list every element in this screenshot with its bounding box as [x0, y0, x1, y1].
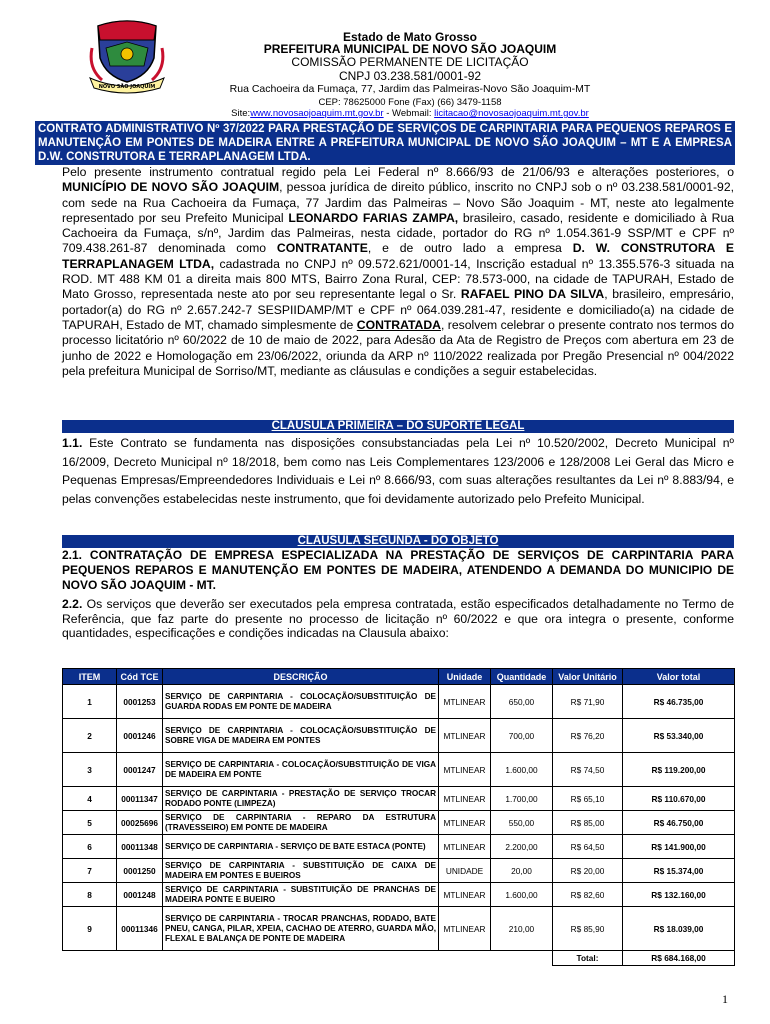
table-row [63, 859, 735, 883]
table-header-row [63, 669, 735, 685]
col-header-unit-price: Valor Unitário [553, 669, 623, 685]
cell-unit: MTLINEAR [439, 719, 491, 753]
table-row [63, 907, 735, 951]
page-number: 1 [722, 992, 728, 1006]
clause-one-paragraph [62, 434, 734, 508]
webmail-label: - Webmail: [383, 108, 435, 119]
cell-unit-price: R$ 64,50 [553, 835, 623, 859]
col-header-cod: Cód TCE [117, 669, 163, 685]
table-row [63, 811, 735, 835]
services-table [62, 668, 735, 966]
cell-description: SERVIÇO DE CARPINTARIA - COLOCAÇÃO/SUBSTITUIÇÃO DE GUARDA RODAS EM PONTE DE MADEIRA [163, 685, 439, 719]
clause-one-number: 1.1. [62, 436, 83, 450]
cell-total: R$ 46.750,00 [623, 811, 735, 835]
cell-unit: MTLINEAR [439, 883, 491, 907]
cell-item: 8 [63, 883, 117, 907]
intro-text-3: brasileiro, casado, residente e domiciliado à Rua Cachoeira da Fumaça, s/nº, Jardim das Palmeiras, nesta cidade, portador do RG nº 1.054.361-9 SSP/MT e CPF nº 709.438.261-87 denominada como [62, 210, 734, 256]
header-prefeitura: PREFEITURA MUNICIPAL DE NOVO SÃO JOAQUIM [263, 42, 557, 56]
cell-unit: MTLINEAR [439, 835, 491, 859]
header-address: Rua Cachoeira da Fumaça, 77, Jardim das Palmeiras-Novo São Joaquim-MT [229, 83, 591, 95]
cell-description: SERVIÇO DE CARPINTARIA - PRESTAÇÃO DE SERVIÇO TROCAR RODADO PONTE (LIMPEZA) [163, 787, 439, 811]
representative-name: RAFAEL PINO DA SILVA [460, 287, 605, 302]
cell-quantity: 20,00 [491, 859, 553, 883]
cell-unit-price: R$ 85,00 [553, 811, 623, 835]
clause-two-object: 2.1. CONTRATAÇÃO DE EMPRESA ESPECIALIZADA NA PRESTAÇÃO DE SERVIÇOS DE CARPINTARIA PARA PEQUENOS REPAROS E MANUTENÇÃO EM PONTES DE MADEIRA, ATENDENDO A DEMANDA DO MUNICIPIO DE NOVO SÃO JOAQUIM - MT. [62, 548, 734, 592]
cell-unit-price: R$ 71,90 [553, 685, 623, 719]
cell-cod: 0001247 [117, 753, 163, 787]
cell-cod: 0001246 [117, 719, 163, 753]
intro-text-6: , brasileiro, empresário, portador(a) do RG nº 2.657.242-7 SESPIIDAMP/MT e CPF nº 064.039.281-47, residente e domiciliado(a) na cidade de TAPURAH, Estado de MT, chamado simplesmente de [62, 287, 734, 332]
cell-quantity: 1.600,00 [491, 753, 553, 787]
cell-unit: MTLINEAR [439, 907, 491, 951]
cell-total: R$ 18.039,00 [623, 907, 735, 951]
cell-item: 7 [63, 859, 117, 883]
cell-item: 4 [63, 787, 117, 811]
clause-two-title: CLÁUSULA SEGUNDA - DO OBJETO [62, 535, 734, 548]
cell-quantity: 700,00 [491, 719, 553, 753]
header-commission: COMISSÃO PERMANENTE DE LICITAÇÃO [291, 55, 529, 69]
cell-cod: 00011348 [117, 835, 163, 859]
cell-unit: MTLINEAR [439, 787, 491, 811]
cell-unit-price: R$ 74,50 [553, 753, 623, 787]
site-label: Site: [231, 108, 251, 119]
cell-description: SERVIÇO DE CARPINTARIA - SUBSTITUIÇÃO DE PRANCHAS DE MADEIRA PONTE E BUEIRO [163, 883, 439, 907]
intro-text-7: , resolvem celebrar o presente contrato nos termos do processo licitatório nº 60/2022 de 10 de maio de 2022, para Adesão da Ata de Registro de Preços com abertura em 23 de junho de 2022 e Homologação em 23/06/2022, oriunda da ARP nº 110/2022 realizada por Pregão Presencial nº 004/2022 pela prefeitura Municipal de Sorriso/MT, mediante as cláusulas e condições a seguir estabelecidas. [62, 317, 734, 378]
cell-total: R$ 46.735,00 [623, 685, 735, 719]
clause-two-services [62, 597, 734, 641]
cell-total: R$ 53.340,00 [623, 719, 735, 753]
municipal-crest-logo [88, 18, 166, 94]
cell-description: SERVIÇO DE CARPINTARIA - SUBSTITUIÇÃO DE CAIXA DE MADEIRA EM PONTES E BUEIROS [163, 859, 439, 883]
svg-text:NOVO SÃO JOAQUIM: NOVO SÃO JOAQUIM [98, 84, 156, 90]
total-value: R$ 684.168,00 [623, 951, 735, 966]
cell-item: 5 [63, 811, 117, 835]
cell-unit: MTLINEAR [439, 685, 491, 719]
cell-total: R$ 132.160,00 [623, 883, 735, 907]
clause-two-2-number: 2.2. [62, 597, 83, 611]
cell-unit-price: R$ 76,20 [553, 719, 623, 753]
header-state: Estado de Mato Grosso [342, 30, 478, 44]
cell-item: 6 [63, 835, 117, 859]
table-row [63, 719, 735, 753]
table-row [63, 835, 735, 859]
table-total-row [63, 951, 735, 966]
cell-cod: 00025696 [117, 811, 163, 835]
cell-unit-price: R$ 65,10 [553, 787, 623, 811]
cell-quantity: 650,00 [491, 685, 553, 719]
cell-item: 3 [63, 753, 117, 787]
table-row [63, 787, 735, 811]
intro-text-1: Pelo presente instrumento contratual regido pela Lei Federal nº 8.666/93 de 21/06/93 e alterações posteriores, o [62, 165, 734, 179]
header-contacts [190, 108, 630, 119]
contract-title-banner: CONTRATO ADMINISTRATIVO Nº 37/2022 PARA PRESTAÇÃO DE SERVIÇOS DE CARPINTARIA PARA PEQUENOS REPAROS E MANUTENÇÃO EM PONTES DE MADEIRA ENTRE A PREFEITURA MUNICIPAL DE NOVO SÃO JOAQUIM – MT E A EMPRESA D.W. CONSTRUTORA E TERRAPLANAGEM LTDA. [35, 121, 735, 165]
site-link[interactable]: www.novosaojoaquim.mt.gov.br [250, 108, 384, 119]
cell-cod: 0001250 [117, 859, 163, 883]
cell-item: 1 [63, 685, 117, 719]
col-header-unit: Unidade [439, 669, 491, 685]
cell-total: R$ 141.900,00 [623, 835, 735, 859]
cell-quantity: 210,00 [491, 907, 553, 951]
cell-unit: MTLINEAR [439, 811, 491, 835]
header-cep-phone: CEP: 78625000 Fone (Fax) (66) 3479-1158 [318, 97, 502, 108]
company-name: D. W. CONSTRUTORA E TERRAPLANAGEM LTDA, [62, 241, 734, 271]
cell-unit: UNIDADE [439, 859, 491, 883]
municipality-name: MUNICÍPIO DE NOVO SÃO JOAQUIM [62, 180, 280, 195]
col-header-quantity: Quantidade [491, 669, 553, 685]
intro-text-2: , pessoa jurídica de direito público, inscrito no CNPJ sob o nº 03.238.581/0001-92, com sede na Rua Cachoeira da Fumaça, 77 Jardim das Palmeiras – Novo São Joaquim - MT, neste ato legalmente representado por seu Prefeito Municipal [62, 180, 734, 225]
cell-unit-price: R$ 20,00 [553, 859, 623, 883]
cell-unit-price: R$ 85,90 [553, 907, 623, 951]
table-row [63, 883, 735, 907]
col-header-total: Valor total [623, 669, 735, 685]
cell-description: SERVIÇO DE CARPINTARIA - TROCAR PRANCHAS, RODADO, BATE PNEU, CANGA, PILAR, XPEIA, CACHAO DE ATERRO, GUARDA MÃO, FLEXAL E BALANÇA DE PONTE DE MADEIRA [163, 907, 439, 951]
total-label: Total: [553, 951, 623, 966]
cell-quantity: 1.600,00 [491, 883, 553, 907]
cell-quantity: 1.700,00 [491, 787, 553, 811]
col-header-item: ITEM [63, 669, 117, 685]
intro-text-4: , e de outro lado a empresa [367, 241, 573, 256]
webmail-link[interactable]: licitacao@novosaojoaquim.mt.gov.br [434, 108, 589, 119]
cell-unit: MTLINEAR [439, 753, 491, 787]
contratante-label: CONTRATANTE [276, 241, 368, 256]
contratada-label: CONTRATADA [356, 317, 441, 332]
clause-one-title: CLÁUSULA PRIMEIRA – DO SUPORTE LEGAL [62, 420, 734, 433]
cell-total: R$ 119.200,00 [623, 753, 735, 787]
cell-quantity: 2.200,00 [491, 835, 553, 859]
cell-description: SERVIÇO DE CARPINTARIA - SERVIÇO DE BATE ESTACA (PONTE) [163, 835, 439, 859]
cell-item: 9 [63, 907, 117, 951]
intro-paragraph [62, 165, 734, 379]
cell-unit-price: R$ 82,60 [553, 883, 623, 907]
cell-item: 2 [63, 719, 117, 753]
cell-quantity: 550,00 [491, 811, 553, 835]
cell-description: SERVIÇO DE CARPINTARIA - COLOCAÇÃO/SUBSTITUIÇÃO DE VIGA DE MADEIRA EM PONTE [163, 753, 439, 787]
clause-one-text: Este Contrato se fundamenta nas disposições consubstanciadas pela Lei nº 10.520/2002, Decreto Municipal nº 16/2009, Decreto Municipal nº 18/2018, bem como nas Leis Complementares 123/2006 e 128/2008 Lei Geral das Micro e Pequenas Empresas/Empreendedores Individuais e Lei nº 8.666/93, com suas alterações resultantes da Lei nº 8.883/94, e pelas convenções estabelecidas neste instrumento, que foi devidamente autorizado pelo Prefeito Municipal. [62, 436, 734, 506]
cell-cod: 0001253 [117, 685, 163, 719]
cell-total: R$ 15.374,00 [623, 859, 735, 883]
intro-text-5: cadastrada no CNPJ nº 09.572.621/0001-14, Inscrição estadual nº 13.355.576-3 situada na ROD. MT 488 KM 01 a direita mais 800 MTS, Bairro Zona Rural, CEP: 78.573-000, na cidade de TAPURAH, Estado de Mato Grosso, representada neste ato por seu representante legal o Sr. [62, 256, 735, 302]
header-cnpj: CNPJ 03.238.581/0001-92 [338, 69, 482, 83]
cell-description: SERVIÇO DE CARPINTARIA - COLOCAÇÃO/SUBSTITUIÇÃO DE SOBRE VIGA DE MADEIRA EM PONTES [163, 719, 439, 753]
cell-cod: 0001248 [117, 883, 163, 907]
table-row [63, 685, 735, 719]
cell-description: SERVIÇO DE CARPINTARIA - REPARO DA ESTRUTURA (TRAVESSEIRO) EM PONTE DE MADEIRA [163, 811, 439, 835]
cell-cod: 00011346 [117, 907, 163, 951]
col-header-description: DESCRIÇÃO [163, 669, 439, 685]
cell-cod: 00011347 [117, 787, 163, 811]
clause-two-2-text: Os serviços que deverão ser executados pela empresa contratada, estão especificados detalhadamente no Termo de Referência, que faz parte do presente no processo de licitação nº 60/2022 e que ora integra o presente, conforme quantidades, especificações e condições indicadas na Clausula abaixo: [62, 597, 734, 640]
mayor-name: LEONARDO FARIAS ZAMPA, [288, 210, 459, 225]
table-row [63, 753, 735, 787]
cell-total: R$ 110.670,00 [623, 787, 735, 811]
